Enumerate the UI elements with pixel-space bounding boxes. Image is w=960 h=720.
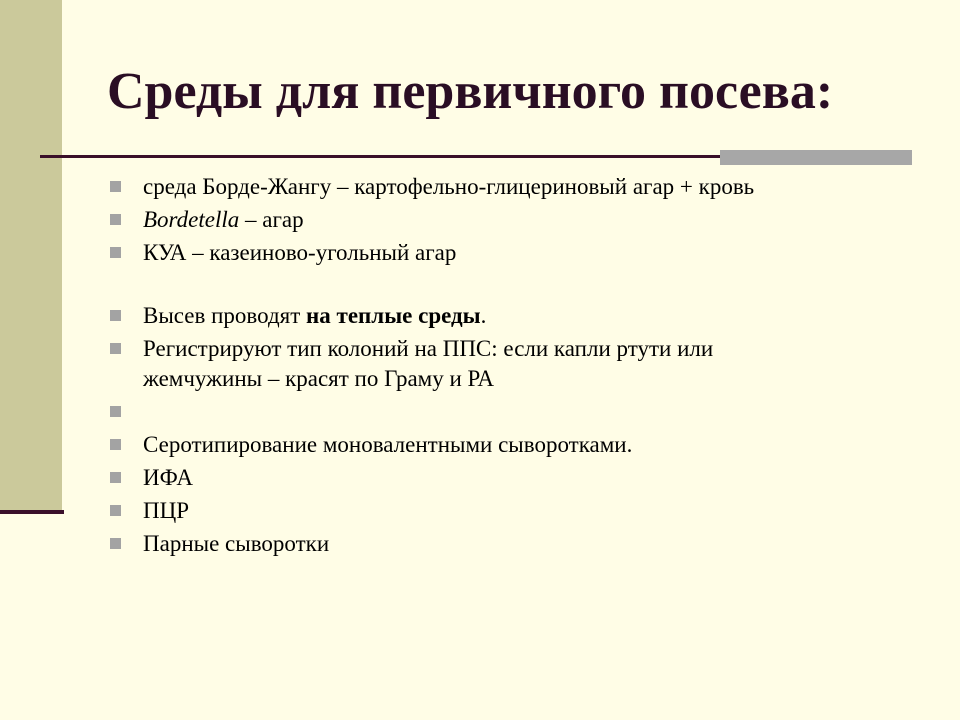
list-item <box>110 529 910 559</box>
list-item-empty <box>110 397 910 427</box>
bullet-square-icon <box>110 505 121 516</box>
list-item <box>110 172 910 202</box>
bullet-text: – агар <box>239 207 304 232</box>
bullet-text: среда Борде-Жангу – картофельно-глицериновый агар + кровь <box>143 174 755 199</box>
side-decor-bar <box>0 0 62 512</box>
bullet-square-icon <box>110 439 121 450</box>
bullet-square-icon <box>110 247 121 258</box>
bullet-text: ПЦР <box>143 498 190 523</box>
list-item <box>110 238 910 268</box>
bullet-text-bold: на теплые среды <box>306 303 481 328</box>
list-item <box>110 496 910 526</box>
bullet-text: Высев проводят <box>143 303 307 328</box>
bullet-square-icon <box>110 310 121 321</box>
side-decor-line <box>0 510 64 514</box>
bullet-square-icon <box>110 214 121 225</box>
bullet-square-icon <box>110 472 121 483</box>
bullet-text: Серотипирование моновалентными сыворотками. <box>143 432 633 457</box>
list-item <box>110 463 910 493</box>
bullet-text-line1: Регистрируют тип колоний на ППС: если капли ртути или <box>143 336 714 361</box>
bullet-text: ИФА <box>143 465 193 490</box>
bullet-square-icon <box>110 181 121 192</box>
bullet-square-icon <box>110 538 121 549</box>
bullet-square-icon <box>110 343 121 354</box>
list-item <box>110 205 910 235</box>
bullet-text: . <box>480 303 487 328</box>
list-item <box>110 334 910 394</box>
list-item <box>110 301 910 331</box>
bullet-list <box>110 172 910 562</box>
bullet-text: Парные сыворотки <box>143 531 330 556</box>
list-item <box>110 430 910 460</box>
title-accent-bar <box>720 150 912 165</box>
slide-title: Среды для первичного посева: <box>107 63 834 120</box>
bullet-square-icon <box>110 406 121 417</box>
bullet-text-italic: Bordetella <box>143 207 240 232</box>
bullet-text: КУА – казеиново-угольный агар <box>143 240 457 265</box>
bullet-text-line2: жемчужины – красят по Граму и РА <box>143 366 494 391</box>
